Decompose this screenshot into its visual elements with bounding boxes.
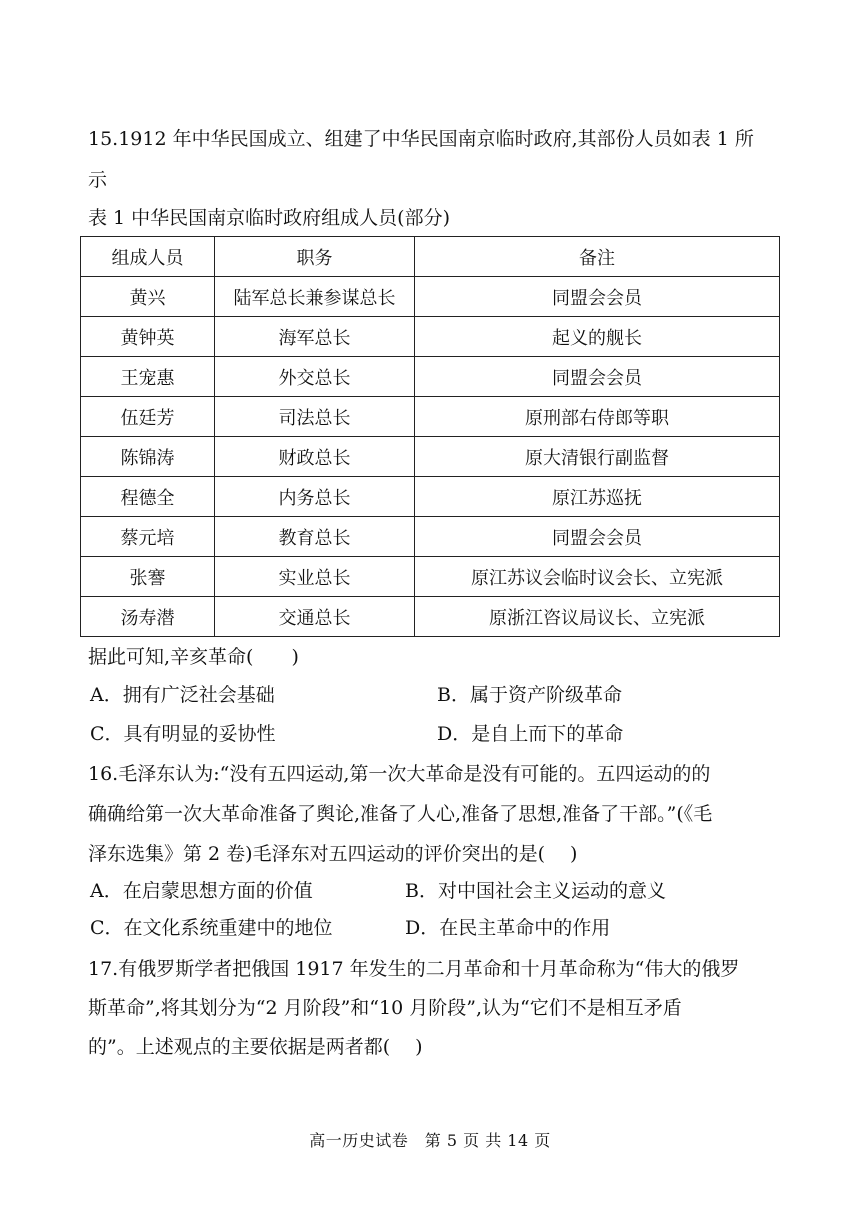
- q16-stem-line1: 16.毛泽东认为:“没有五四运动,第一次大革命是没有可能的。五四运动的的: [88, 763, 711, 785]
- table-row: [81, 477, 780, 517]
- member-post: 陆军总长兼参谋总长: [215, 277, 415, 317]
- member-post: 实业总长: [215, 557, 415, 597]
- q15-option-a: A．拥有广泛社会基础: [90, 684, 275, 706]
- q15-stem-line2: 示: [88, 169, 108, 191]
- q16-stem-line2: 确确给第一次大革命准备了舆论,准备了人心,准备了思想,准备了干部。”(《毛: [88, 803, 713, 825]
- member-name: 黄兴: [81, 277, 215, 317]
- member-note: 起义的舰长: [415, 317, 780, 357]
- q16-option-a: A．在启蒙思想方面的价值: [90, 880, 313, 902]
- table-header-row: [81, 237, 780, 277]
- q15-stem-line1: 15.1912 年中华民国成立、组建了中华民国南京临时政府,其部份人员如表 1 所: [88, 128, 754, 150]
- q15-option-b: B．属于资产阶级革命: [437, 684, 622, 706]
- q17-stem-line3: 的”。上述观点的主要依据是两者都( ): [88, 1036, 423, 1058]
- member-name: 程德全: [81, 477, 215, 517]
- member-post: 外交总长: [215, 357, 415, 397]
- table-row: [81, 517, 780, 557]
- member-post: 司法总长: [215, 397, 415, 437]
- member-name: 王宠惠: [81, 357, 215, 397]
- table-caption: 表 1 中华民国南京临时政府组成人员(部分): [88, 207, 450, 229]
- member-post: 交通总长: [215, 597, 415, 637]
- member-note: 同盟会会员: [415, 357, 780, 397]
- member-name: 张謇: [81, 557, 215, 597]
- member-note: 原大清银行副监督: [415, 437, 780, 477]
- table-row: [81, 437, 780, 477]
- q16-option-c: C．在文化系统重建中的地位: [90, 917, 333, 939]
- member-post: 海军总长: [215, 317, 415, 357]
- q15-question: 据此可知,辛亥革命( ): [88, 646, 299, 668]
- table-header-cell: 职务: [215, 237, 415, 277]
- q17-stem-line2: 斯革命”,将其划分为“2 月阶段”和“10 月阶段”,认为“它们不是相互矛盾: [88, 997, 682, 1019]
- member-post: 教育总长: [215, 517, 415, 557]
- member-name: 汤寿潜: [81, 597, 215, 637]
- q15-option-d: D．是自上而下的革命: [437, 723, 624, 745]
- q16-option-b: B．对中国社会主义运动的意义: [405, 880, 666, 902]
- table-row: [81, 557, 780, 597]
- table-row: [81, 277, 780, 317]
- member-post: 内务总长: [215, 477, 415, 517]
- page-footer: 高一历史试卷 第 5 页 共 14 页: [309, 1131, 551, 1150]
- member-name: 黄钟英: [81, 317, 215, 357]
- member-note: 同盟会会员: [415, 517, 780, 557]
- officials-table: [80, 236, 780, 637]
- member-note: 原江苏巡抚: [415, 477, 780, 517]
- member-name: 陈锦涛: [81, 437, 215, 477]
- member-note: 原浙江咨议局议长、立宪派: [415, 597, 780, 637]
- table-row: [81, 317, 780, 357]
- member-note: 原江苏议会临时议会长、立宪派: [415, 557, 780, 597]
- q16-stem-line3: 泽东选集》第 2 卷)毛泽东对五四运动的评价突出的是( ): [88, 843, 578, 865]
- member-post: 财政总长: [215, 437, 415, 477]
- table-row: [81, 397, 780, 437]
- member-name: 蔡元培: [81, 517, 215, 557]
- q16-option-d: D．在民主革命中的作用: [405, 917, 611, 939]
- q15-option-c: C．具有明显的妥协性: [90, 723, 276, 745]
- table-header-cell: 组成人员: [81, 237, 215, 277]
- member-note: 同盟会会员: [415, 277, 780, 317]
- q17-stem-line1: 17.有俄罗斯学者把俄国 1917 年发生的二月革命和十月革命称为“伟大的俄罗: [88, 958, 740, 980]
- table-header-cell: 备注: [415, 237, 780, 277]
- member-note: 原刑部右侍郎等职: [415, 397, 780, 437]
- table-row: [81, 597, 780, 637]
- table-row: [81, 357, 780, 397]
- member-name: 伍廷芳: [81, 397, 215, 437]
